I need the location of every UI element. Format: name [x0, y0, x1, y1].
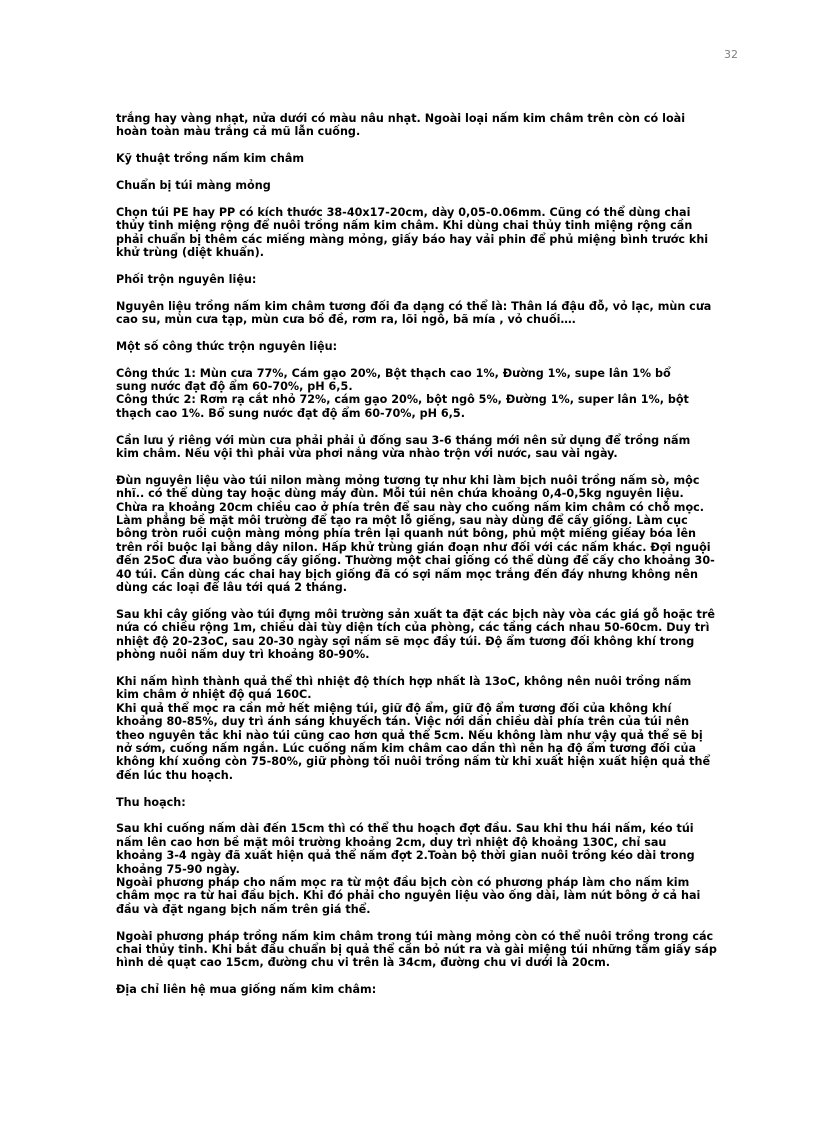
text-line: phải chuẩn bị thêm các miếng màng mỏng, giấy báo hay vải phin để phủ miệng bình trước khi: [116, 232, 709, 246]
paragraph-continuation: [116, 112, 742, 139]
section-heading-technique: [116, 152, 742, 165]
text-line: không khí xuống còn 75-80%, giữ phòng tối nuôi trồng nấm từ khi xuất hiện xuất hiện quả thể: [116, 755, 711, 769]
text-line: khoảng 80-85%, duy trì ánh sáng khuyếch tán. Việc nới dần chiều dài phía trên của túi nên: [116, 715, 690, 729]
document-body: [116, 112, 742, 1010]
text-line: trắng hay vàng nhạt, nửa dưới có màu nâu nhạt. Ngoài loại nấm kim châm trên còn có loài: [116, 112, 686, 125]
text-line: châm mọc ra từ hai đầu bịch. Khi đó phải cho nguyên liệu vào ống dài, làm nút bông ở cả hai: [116, 889, 701, 903]
text-line: trên rồi buộc lại bằng dây nilon. Hấp khử trùng gián đoạn như đối với các nấm khác. Đợi nguội: [116, 540, 711, 554]
text-line: Sau khi cuống nấm dài đến 15cm thì có thể thu hoạch đợt đầu. Sau khi thu hái nấm, kéo túi: [116, 822, 694, 836]
text-line: thủy tinh miệng rộng để nuôi trồng nấm kim châm. Khi dùng chai thủy tinh miệng rộng cần: [116, 219, 693, 233]
text-line: Khi quả thể mọc ra cần mở hết miệng túi, giữ độ ẩm, giữ độ ẩm tương đối của không khí: [116, 701, 672, 715]
text-line: 40 túi. Cần dùng các chai hay bịch giống đã có sợi nấm mọc trắng đến đáy nhưng không nên: [116, 567, 698, 581]
text-line: bông tròn ruồi cuộn màng mỏng phía trên lại quanh nút bông, phủ một miếng giếay bóa lên: [116, 527, 697, 541]
text-line: phòng nuôi nấm duy trì khoảng 80-90%.: [116, 648, 370, 662]
text-line: chai thủy tinh. Khi bắt đầu chuẩn bị quả thể cần bỏ nút ra và gài miệng túi những tấm giấy sáp: [116, 942, 717, 956]
text-line: thạch cao 1%. Bổ sung nước đạt độ ẩm 60-70%, pH 6,5.: [116, 406, 465, 420]
text-line: Khi nấm hình thành quả thể thì nhiệt độ thích hợp nhất là 13oC, không nên nuôi trồng nấm: [116, 674, 692, 688]
text-line: theo nguyên tắc khi nào túi cũng cao hơn quả thể 5cm. Nếu không làm như vậy quả thể sẽ bị: [116, 728, 703, 742]
text-line: Nguyên liệu trồng nấm kim châm tương đối đa dạng có thể là: Thân lá đậu đỗ, vỏ lạc, mùn cưa: [116, 299, 712, 313]
page-number: 32: [724, 48, 738, 61]
text-line: Làm phẳng bề mặt môi trường để tạo ra một lỗ giếng, sau này dùng để cấy giống. Làm cục: [116, 514, 688, 528]
text-line: Công thức 1: Mùn cưa 77%, Cám gạo 20%, Bột thạch cao 1%, Đường 1%, supe lân 1% bổ: [116, 366, 671, 380]
paragraph-incubation: [116, 608, 742, 662]
text-line: Cần lưu ý riêng với mùn cưa phải phải ủ đống sau 3-6 tháng mới nên sử dụng để trồng nấm: [116, 433, 691, 447]
paragraph-materials: [116, 300, 742, 327]
paragraph-fruiting: [116, 675, 742, 782]
text-line: kim châm. Nếu vội thì phải vừa phơi nắng vừa nhào trộn với nước, sau vài ngày.: [116, 447, 618, 461]
text-line: Kỹ thuật trồng nấm kim châm: [116, 152, 305, 166]
text-line: khoảng 75-90 ngày.: [116, 862, 240, 876]
subheading-formulas: [116, 340, 742, 353]
text-line: Sau khi cây giống vào túi đựng môi trường sản xuất ta đặt các bịch này vòa các giá gỗ hoặc trê: [116, 607, 716, 621]
text-line: đầu và đặt ngang bịch nấm trên giá thể.: [116, 902, 371, 916]
text-line: nhĩ.. có thể dùng tay hoặc dùng máy đùn. Mỗi túi nên chứa khoảng 0,4-0,5kg nguyên liệu.: [116, 487, 684, 501]
text-line: hoàn toàn màu trắng cả mũ lẫn cuống.: [116, 125, 361, 139]
text-line: nhiệt độ 20-23oC, sau 20-30 ngày sợi nấm sẽ mọc đầy túi. Độ ẩm tương đối không khí trong: [116, 634, 695, 648]
paragraph-bag-choice: [116, 206, 742, 260]
text-line: Đùn nguyên liệu vào túi nilon màng mỏng tương tự như khi làm bịch nuôi trồng nấm sò, mộc: [116, 473, 700, 487]
text-line: nứa có chiều rộng 1m, chiều dài tùy diện tích của phòng, các tầng cách nhau 50-60cm. Duy trì: [116, 621, 710, 635]
text-line: Chuẩn bị túi màng mỏng: [116, 179, 271, 192]
text-line: Ngoài phương pháp trồng nấm kim châm trong túi màng mỏng còn có thể nuôi trồng trong các: [116, 929, 714, 943]
subheading-bag-prep: [116, 179, 742, 192]
paragraph-harvest: [116, 822, 742, 916]
text-line: nấm lên cao hơn bề mặt môi trường khoảng 2cm, duy trì nhiệt độ khoảng 130C, chỉ sau: [116, 835, 667, 849]
text-line: Địa chỉ liên hệ mua giống nấm kim châm:: [116, 983, 377, 997]
text-line: Ngoài phương pháp cho nấm mọc ra từ một đầu bịch còn có phương pháp làm cho nấm kim: [116, 875, 690, 889]
text-line: hình dẻ quạt cao 15cm, đường chu vi trên là 34cm, đường chu vi dưới là 20cm.: [116, 956, 611, 970]
text-line: cao su, mùn cưa tạp, mùn cưa bồ đề, rơm ra, lõi ngô, bã mía , vỏ chuối….: [116, 313, 576, 327]
text-line: kim châm ở nhiệt độ quá 160C.: [116, 688, 312, 702]
text-line: dùng các loại để lâu tới quá 2 tháng.: [116, 581, 348, 595]
subheading-contact: [116, 983, 742, 996]
subheading-harvest: [116, 796, 742, 809]
text-line: Chọn túi PE hay PP có kích thước 38-40x17-20cm, dày 0,05-0.06mm. Cũng có thể dùng chai: [116, 205, 691, 219]
text-line: Phối trộn nguyên liệu:: [116, 272, 257, 286]
paragraph-formulas: [116, 367, 742, 421]
paragraph-bagging: [116, 474, 742, 595]
text-line: Chừa ra khoảng 20cm chiều cao ở phía trên để sau này cho cuống nấm kim châm có chỗ mọc.: [116, 500, 705, 514]
text-line: nở sớm, cuống nấm ngắn. Lúc cuống nấm kim châm cao dần thì nên hạ độ ẩm tương đối của: [116, 741, 697, 755]
paragraph-glass-bottles: [116, 930, 742, 970]
text-line: Thu hoạch:: [116, 795, 186, 809]
text-line: Một số công thức trộn nguyên liệu:: [116, 339, 338, 353]
subheading-mixing: [116, 273, 742, 286]
text-line: Công thức 2: Rơm rạ cắt nhỏ 72%, cám gạo 20%, bột ngô 5%, Đường 1%, super lân 1%, bột: [116, 393, 689, 407]
text-line: khử trùng (diệt khuẩn).: [116, 246, 264, 260]
text-line: khoảng 3-4 ngày đã xuất hiện quả thể nấm đợt 2.Toàn bộ thời gian nuôi trồng kéo dài trong: [116, 849, 695, 863]
text-line: đến lúc thu hoạch.: [116, 768, 233, 782]
text-line: đến 25oC đưa vào buồng cấy giống. Thường một chai giống có thể dùng để cấy cho khoảng 30-: [116, 554, 715, 568]
text-line: sung nước đạt độ ẩm 60-70%, pH 6,5.: [116, 380, 353, 394]
paragraph-sawdust-note: [116, 434, 742, 461]
